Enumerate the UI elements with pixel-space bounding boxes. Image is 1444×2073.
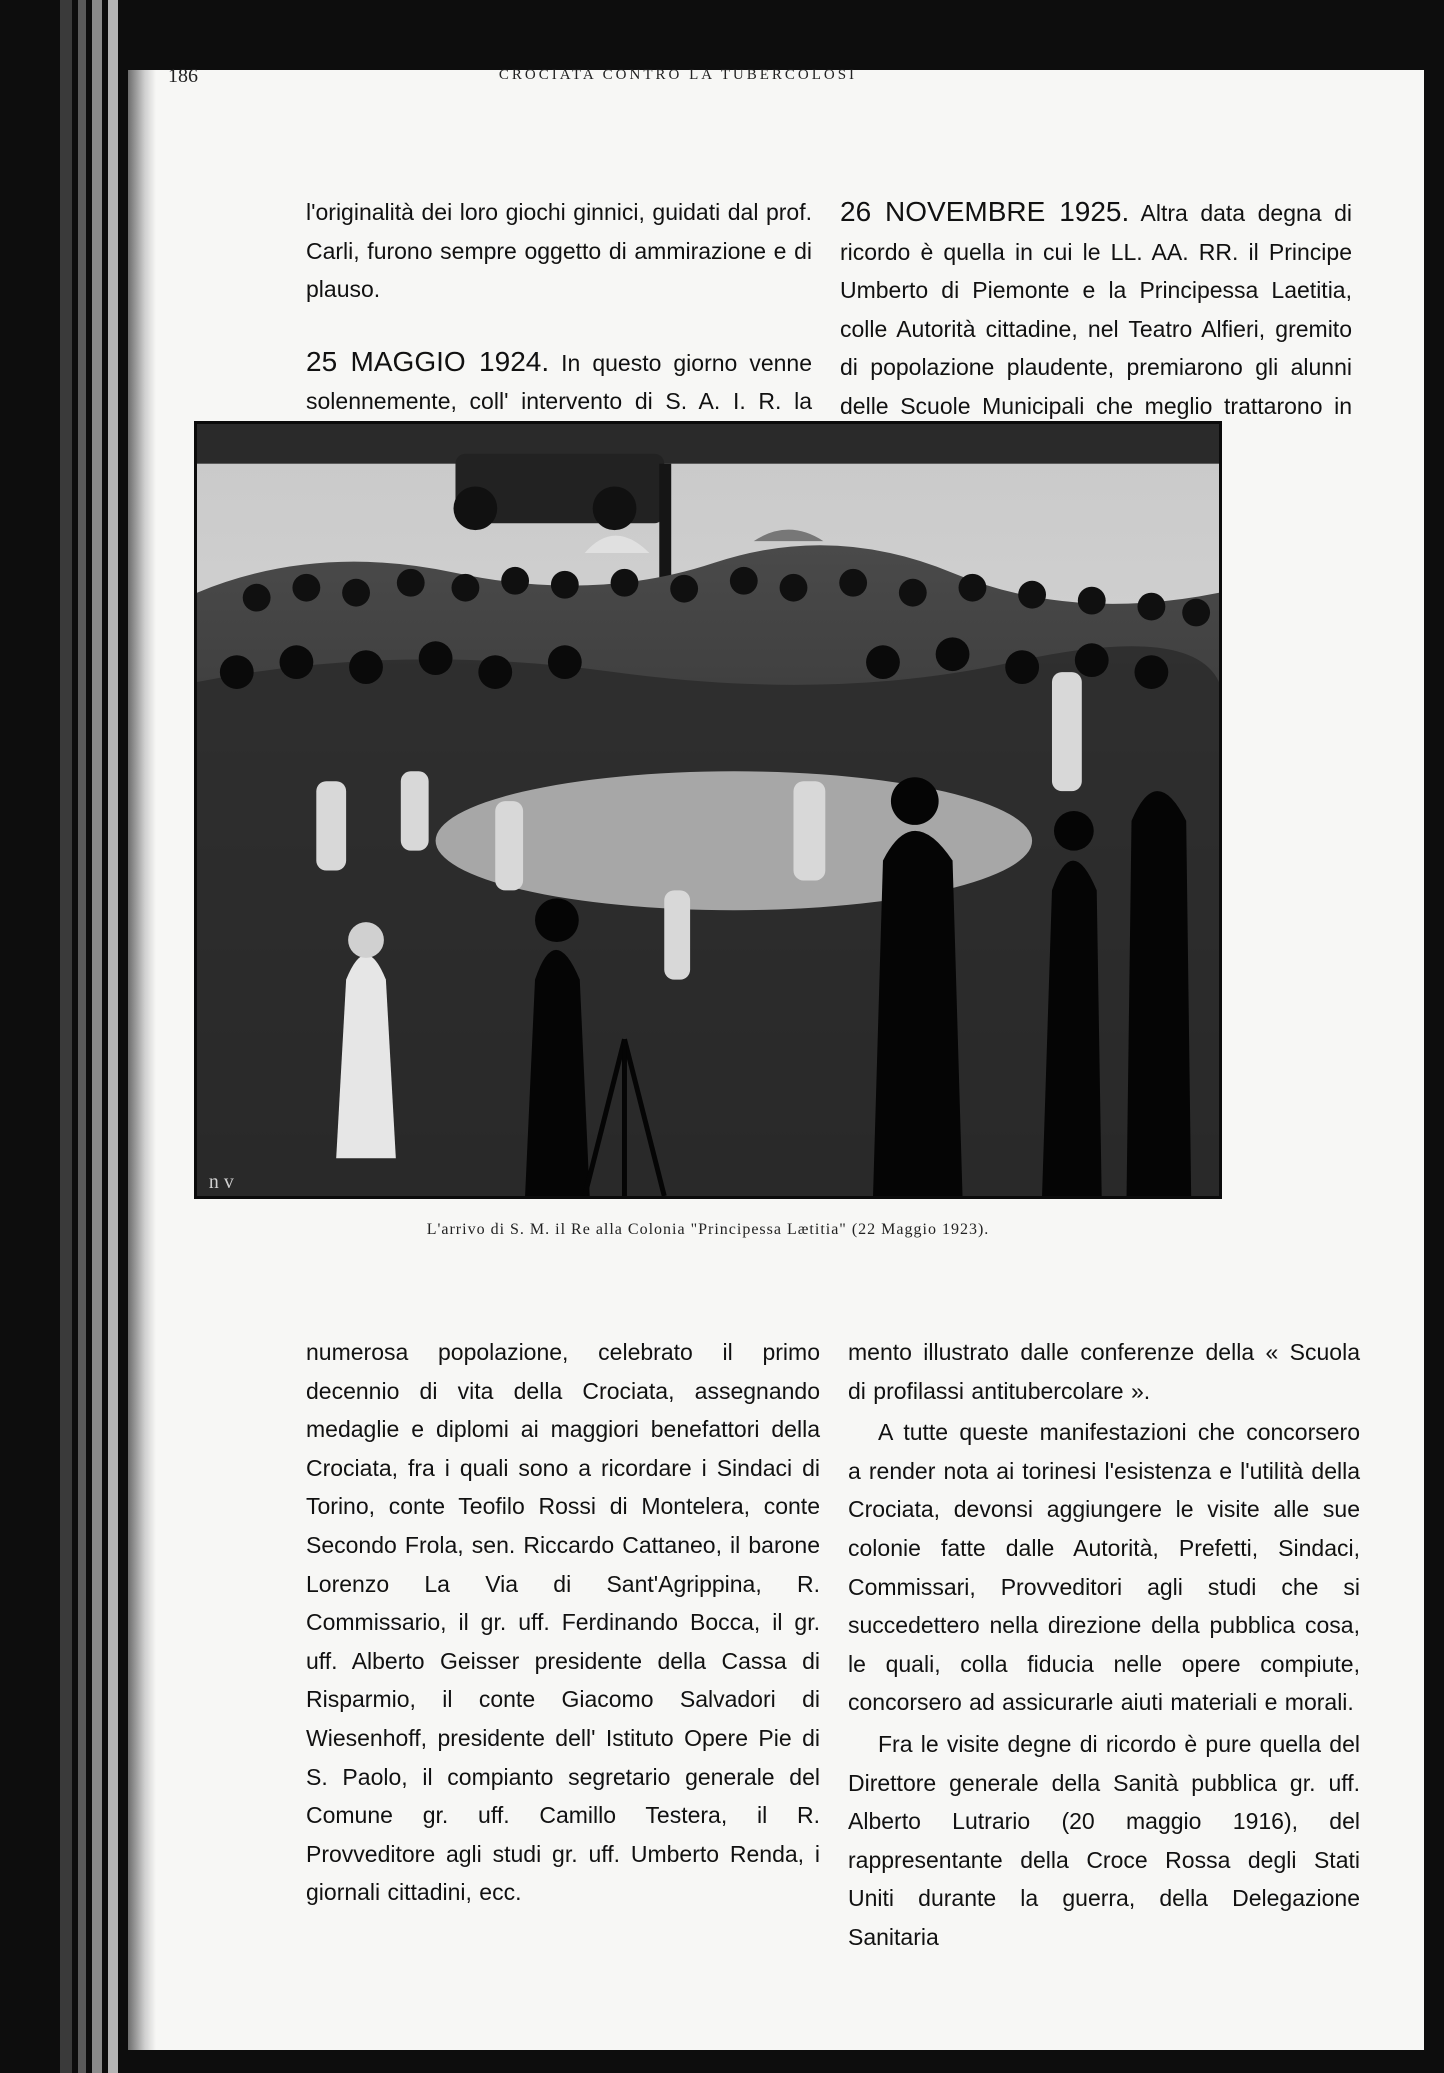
crowd-photograph [194, 421, 1222, 1199]
running-title: CROCIATA CONTRO LA TUBERCOLOSI [498, 67, 858, 83]
page-header [168, 65, 1188, 95]
photo-caption: L'arrivo di S. M. il Re alla Colonia "Principessa Lætitia" (22 Maggio 1923). [426, 1221, 990, 1238]
page-gutter-shadow [128, 70, 156, 2050]
bottom-left-column [306, 1333, 820, 1912]
book-edge-strip [108, 0, 118, 2073]
bottom-right-column [848, 1333, 1360, 1957]
page-number: 186 [168, 65, 198, 87]
photo-image [197, 424, 1219, 1196]
date-heading: 25 MAGGIO 1924. [306, 345, 550, 377]
paragraph: Fra le visite degne di ricordo è pure quella del Direttore generale della Sanità pubblica gr. uff. Alberto Lutrario (20 maggio 1916), del rappresentante della Croce Rossa degli Stati Uniti durante la guerra, della Delegazione Sanitaria [848, 1730, 1360, 1950]
book-edge-strip [92, 0, 102, 2073]
paragraph-text: In questo giorno venne solennemente, coll' intervento di S. A. I. R. la [306, 349, 812, 415]
photo-corner-mark: n v [208, 1171, 234, 1194]
paragraph-text: Altra data degna di ricordo è quella in cui le LL. AA. RR. il Principe Umberto di Piemonte e la Principessa Laetitia, colle Autorità cittadine, nel Teatro Alfieri, gremito di popolazione plaudente, premiarono gli alunni delle Scuole Municipali che meglio trattarono in [840, 200, 1352, 419]
top-left-column [306, 193, 812, 460]
paragraph: A tutte queste manifestazioni che concorsero a render nota ai torinesi l'esistenza e l'utilità della Crociata, devonsi aggiungere le visite alle sue colonie fatte dalle Autorità, Prefetti, Sindaci, Commissari, Provveditori agli studi che si succedettero nella direzione della pubblica cosa, le quali, colla fiducia nelle opere compiute, concorsero ad assicurarle aiuti materiali e morali. [848, 1419, 1360, 1716]
paragraph: mento illustrato dalle conferenze della « Scuola di profilassi antitubercolare ». [848, 1339, 1360, 1404]
paragraph: numerosa popolazione, celebrato il primo decennio di vita della Crociata, assegnando medaglie e diplomi ai maggiori benefattori della Crociata, fra i quali sono a ricordare i Sindaci di Torino, conte Teofilo Rossi di Montelera, conte Secondo Frola, sen. Riccardo Cattaneo, il barone Lorenzo La Via di Sant'Agrippina, R. Commissario, il gr. uff. Ferdinando Bocca, il gr. uff. Alberto Geisser presidente della Cassa di Risparmio, il conte Giacomo Salvadori di Wiesenhoff, presidente dell' Istituto Opere Pie di S. Paolo, il compianto segretario generale del Comune gr. uff. Camillo Testera, il R. Provveditore agli studi gr. uff. Umberto Renda, i giornali cittadini, ecc. [306, 1339, 820, 1906]
book-edge-strip [78, 0, 86, 2073]
book-edge-strip [60, 0, 72, 2073]
date-heading: 26 NOVEMBRE 1925. [840, 196, 1130, 227]
paragraph: l'originalità dei loro giochi ginnici, guidati dal prof. Carli, furono sempre oggetto di ammirazione e di plauso. [306, 199, 812, 303]
